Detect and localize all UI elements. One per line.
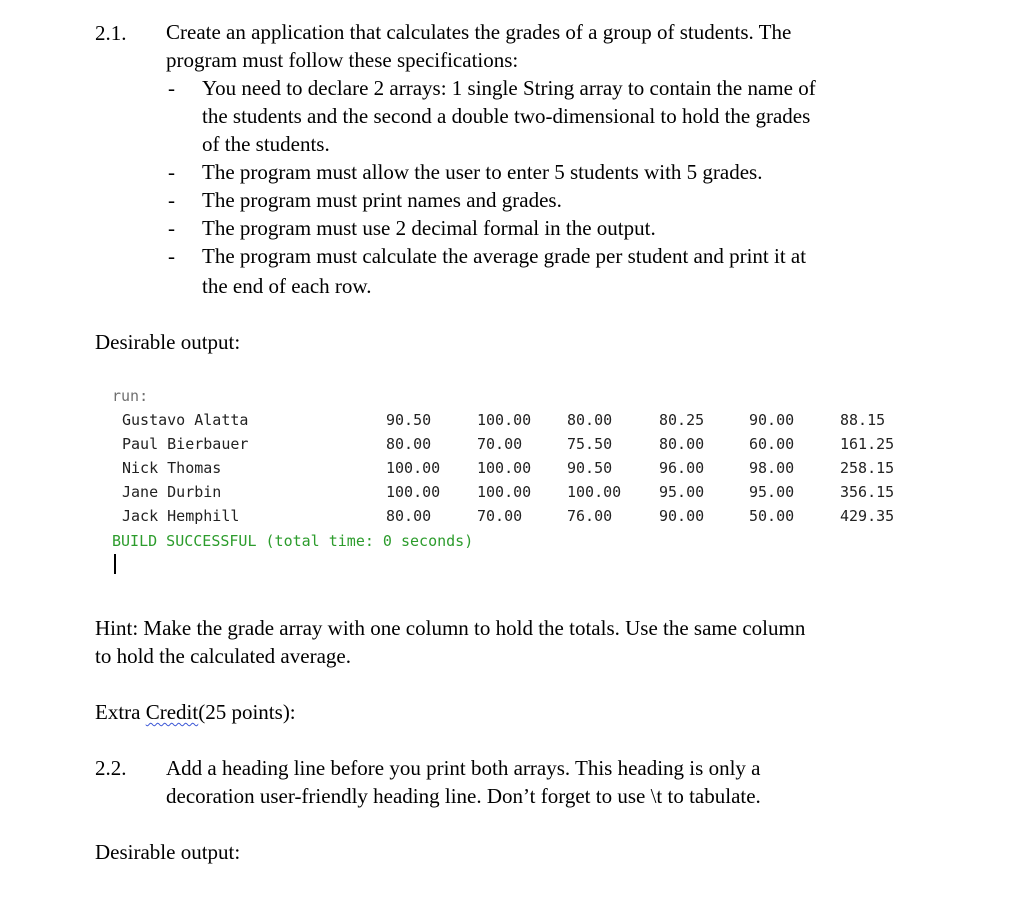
bullet-5-line-2: the end of each row. — [202, 274, 372, 298]
console-grade-cell: 90.00 — [749, 411, 795, 429]
console-student-name: Paul Bierbauer — [122, 435, 249, 453]
extra-credit-heading — [95, 698, 296, 726]
console-grade-cell: 100.00 — [567, 483, 622, 501]
section-2-2-line-1: Add a heading line before you print both arrays. This heading is only a — [166, 756, 761, 780]
console-grade-cell: 100.00 — [477, 411, 532, 429]
hint-line-2: to hold the calculated average. — [95, 644, 351, 668]
bullet-dash-5: - — [168, 244, 175, 268]
console-grade-cell: 100.00 — [477, 483, 532, 501]
console-build-message: BUILD SUCCESSFUL (total time: 0 seconds) — [112, 532, 474, 550]
console-run-label: run: — [112, 387, 149, 405]
section-2-2-line-2: decoration user-friendly heading line. Don’t forget to use \t to tabulate. — [166, 784, 761, 808]
console-grade-cell: 75.50 — [567, 435, 613, 453]
console-grade-cell: 76.00 — [567, 507, 613, 525]
console-grade-cell: 100.00 — [386, 483, 441, 501]
console-student-name: Nick Thomas — [122, 459, 222, 477]
console-total-cell: 161.25 — [840, 435, 895, 453]
extra-credit-spellcheck-word: Credit — [145, 700, 199, 724]
console-grade-cell: 95.00 — [749, 483, 795, 501]
bullet-dash-3: - — [168, 188, 175, 212]
text-caret — [114, 554, 116, 574]
bullet-1-line-3: of the students. — [202, 132, 330, 156]
bullet-1-line-2: the students and the second a double two-dimensional to hold the grades — [202, 104, 811, 128]
desirable-output-label: Desirable output: — [95, 330, 241, 354]
console-grade-cell: 70.00 — [477, 507, 523, 525]
bullet-3-line-1: The program must print names and grades. — [202, 188, 562, 212]
console-grade-cell: 90.50 — [567, 459, 613, 477]
console-student-name: Jane Durbin — [122, 483, 222, 501]
console-student-name: Gustavo Alatta — [122, 411, 249, 429]
bullet-4-line-1: The program must use 2 decimal formal in the output. — [202, 216, 656, 240]
section-number-2-2: 2.2. — [95, 756, 127, 780]
bullet-5-line-1: The program must calculate the average grade per student and print it at — [202, 244, 807, 268]
console-grade-cell: 95.00 — [659, 483, 705, 501]
console-total-cell: 258.15 — [840, 459, 895, 477]
console-grade-cell: 90.50 — [386, 411, 432, 429]
bullet-2-line-1: The program must allow the user to enter 5 students with 5 grades. — [202, 160, 763, 184]
console-grade-cell: 100.00 — [477, 459, 532, 477]
section-2-1-intro-line-1: Create an application that calculates the grades of a group of students. The — [166, 20, 792, 44]
console-grade-cell: 80.00 — [386, 507, 432, 525]
console-grade-cell: 70.00 — [477, 435, 523, 453]
console-grade-cell: 80.00 — [567, 411, 613, 429]
extra-credit-prefix: Extra — [95, 700, 146, 724]
console-total-cell: 356.15 — [840, 483, 895, 501]
section-number-2-1: 2.1. — [95, 21, 127, 45]
console-grade-cell: 80.00 — [386, 435, 432, 453]
console-grade-cell: 80.00 — [659, 435, 705, 453]
console-grade-cell: 100.00 — [386, 459, 441, 477]
extra-credit-suffix: (25 points): — [198, 700, 296, 724]
bullet-dash-1: - — [168, 76, 175, 100]
console-grade-cell: 90.00 — [659, 507, 705, 525]
bullet-1-line-1: You need to declare 2 arrays: 1 single String array to contain the name of — [202, 76, 816, 100]
console-grade-cell: 60.00 — [749, 435, 795, 453]
console-student-name: Jack Hemphill — [122, 507, 240, 525]
desirable-output-label-2: Desirable output: — [95, 840, 241, 864]
console-total-cell: 429.35 — [840, 507, 895, 525]
console-grade-cell: 50.00 — [749, 507, 795, 525]
bullet-dash-2: - — [168, 160, 175, 184]
section-2-1-intro-line-2: program must follow these specifications: — [166, 48, 519, 72]
bullet-dash-4: - — [168, 216, 175, 240]
console-grade-cell: 96.00 — [659, 459, 705, 477]
console-grade-cell: 80.25 — [659, 411, 705, 429]
hint-line-1: Hint: Make the grade array with one column to hold the totals. Use the same column — [95, 616, 806, 640]
console-total-cell: 88.15 — [840, 411, 886, 429]
console-grade-cell: 98.00 — [749, 459, 795, 477]
